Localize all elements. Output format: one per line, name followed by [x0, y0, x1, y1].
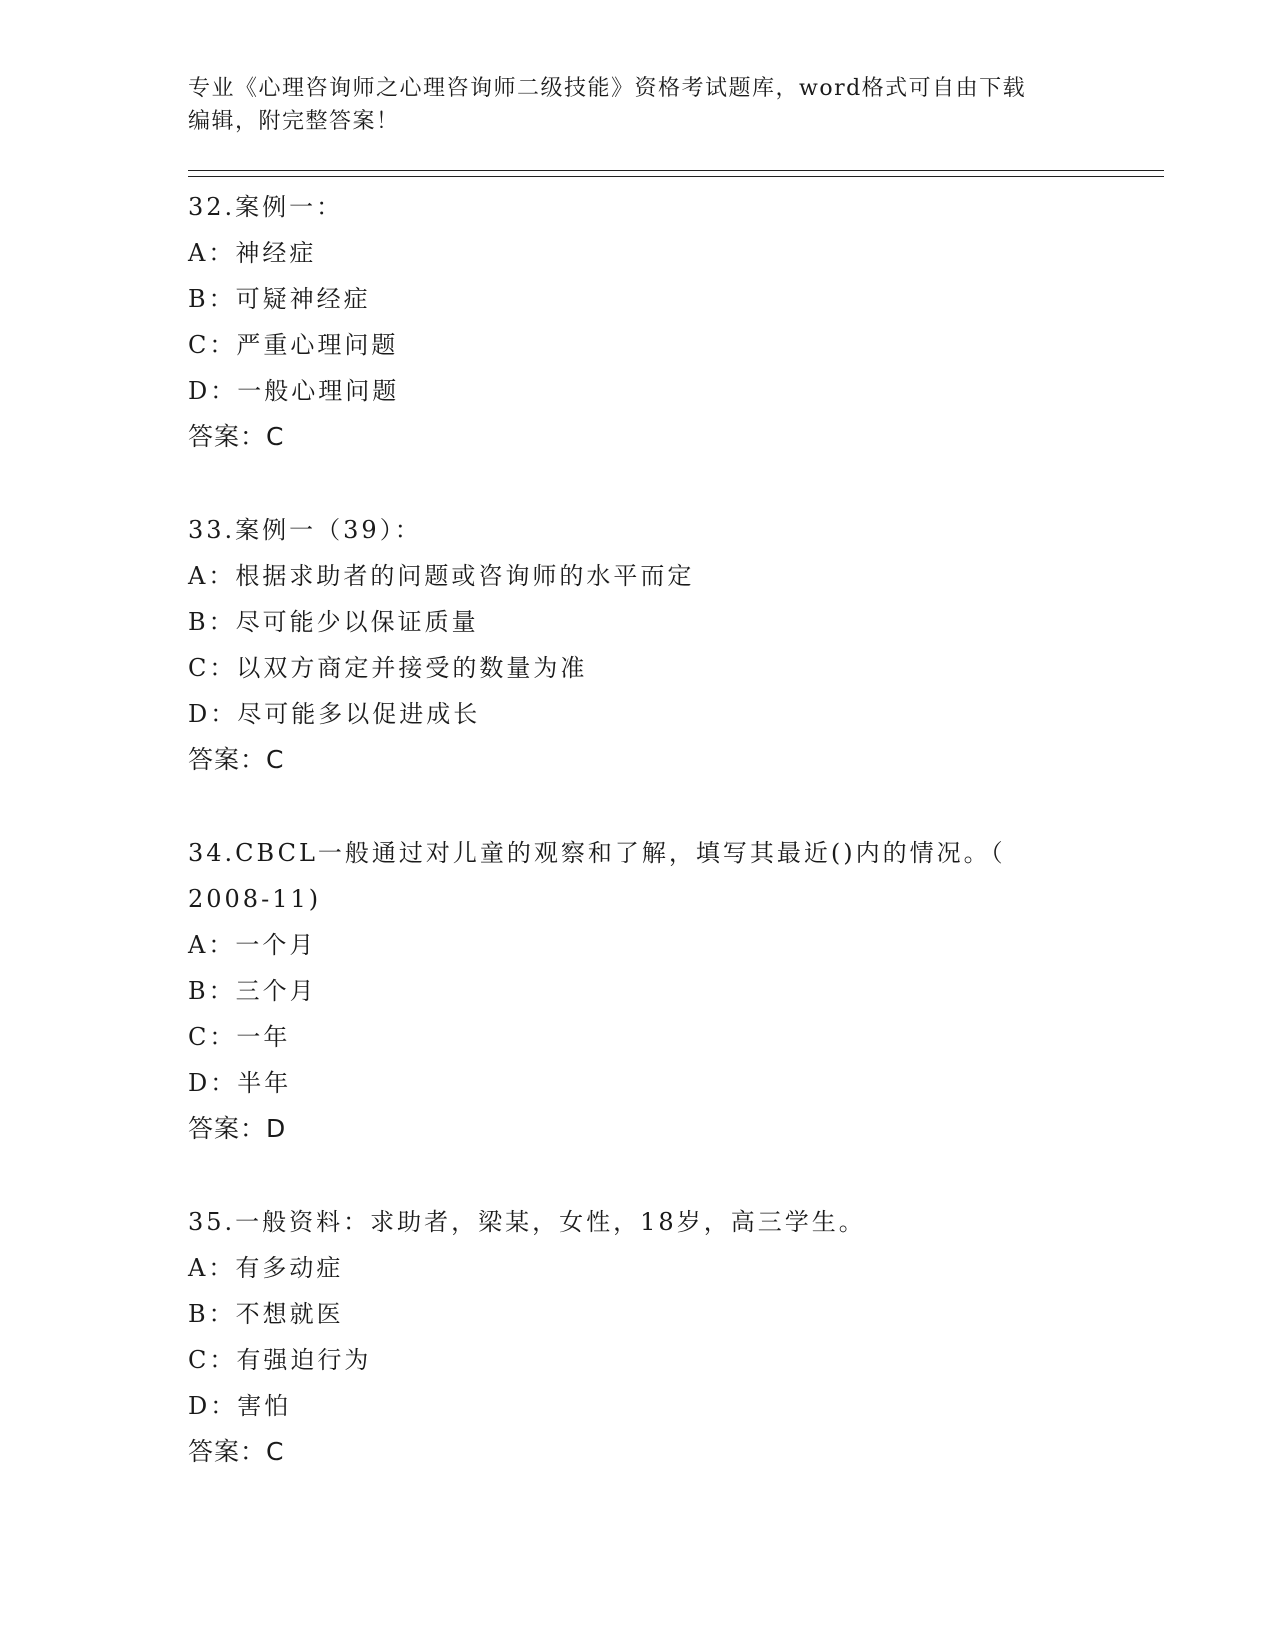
option-c: C：严重心理问题: [188, 331, 399, 359]
option-d: D：害怕: [188, 1392, 292, 1420]
header-rule-bottom: [188, 176, 1164, 177]
option-a: A：有多动症: [188, 1254, 344, 1282]
answer: 答案：C: [188, 1437, 285, 1466]
header-line-2: 编辑，附完整答案！: [188, 109, 400, 134]
option-d: D：半年: [188, 1069, 292, 1097]
option-c: C：以双方商定并接受的数量为准: [188, 654, 588, 682]
document-header: [188, 72, 1088, 138]
answer: 答案：C: [188, 745, 285, 774]
question-stem: 35.一般资料：求助者，梁某，女性，18岁，高三学生。: [188, 1208, 866, 1236]
option-b: B：三个月: [188, 977, 317, 1005]
question-35: [188, 1199, 1088, 1475]
answer: 答案：C: [188, 422, 285, 451]
option-b: B：可疑神经症: [188, 285, 371, 313]
header-rule-top: [188, 170, 1164, 171]
question-stem: 33.案例一（39）：: [188, 516, 422, 544]
option-a: A：一个月: [188, 931, 317, 959]
option-c: C：一年: [188, 1023, 291, 1051]
question-stem: 32.案例一：: [188, 193, 344, 221]
option-a: A：根据求助者的问题或咨询师的水平而定: [188, 562, 695, 590]
option-b: B：不想就医: [188, 1300, 344, 1328]
header-line-1: 专业《心理咨询师之心理咨询师二级技能》资格考试题库，word格式可自由下载: [188, 76, 1027, 101]
question-32: [188, 184, 1088, 460]
option-d: D：尽可能多以促进成长: [188, 700, 481, 728]
option-c: C：有强迫行为: [188, 1346, 372, 1374]
option-d: D：一般心理问题: [188, 377, 400, 405]
option-a: A：神经症: [188, 239, 317, 267]
answer: 答案：D: [188, 1114, 287, 1143]
option-b: B：尽可能少以保证质量: [188, 608, 479, 636]
question-stem-line-1: 34.CBCL一般通过对儿童的观察和了解，填写其最近()内的情况。（: [188, 839, 1006, 867]
question-33: [188, 507, 1088, 783]
question-34: [188, 830, 1088, 1152]
question-stem-line-2: 2008-11): [188, 885, 322, 913]
